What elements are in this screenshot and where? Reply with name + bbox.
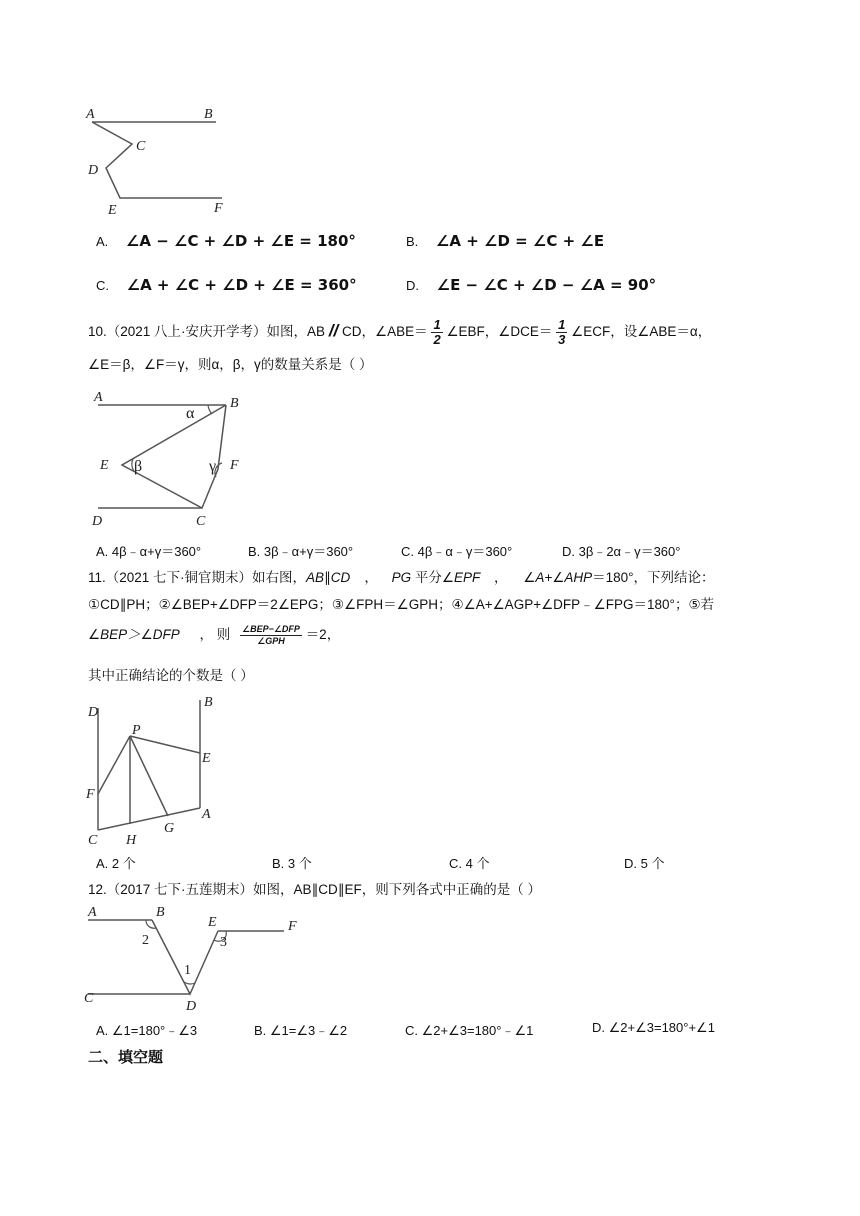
label-D: D [92,514,103,529]
q12-stem: 12.（2017 七下·五莲期末）如图，AB∥CD∥EF，则下列各式中正确的是（ ） [88,882,542,897]
q12-option-a[interactable]: A. ∠1=180°﹣∠3 [96,1023,198,1038]
option-letter: B. [406,234,419,249]
q10-stem-line2: ∠E＝β，∠F＝γ，则α，β，γ的数量关系是（ ） [88,357,373,372]
fraction-bep-dfp-over-gph: $\frac{\text{∠BEP−∠DFP}}{\text{∠GPH}}$ [242,624,300,646]
section-title: 二、填空题 [88,1049,164,1066]
label-G: G [164,821,175,836]
label-angle-1: 1 [184,963,191,978]
q9-option-b[interactable] [406,232,604,250]
label-D: D [186,999,197,1014]
option-letter: D. [406,278,419,293]
q11-stem-line2: ①CD∥PH；②∠BEP+∠DFP＝2∠EPG；③∠FPH＝∠GPH；④∠A+∠AGP+∠DFP﹣∠FPG＝180°；⑤若 [88,597,715,612]
q11-stem-line1: 11.（2021 七下·铜官期末）如右图，AB∥CD ， PG 平分∠EPF ， ∠A+∠AHP＝180°，下列结论： [88,570,715,585]
label-angle-3: 3 [220,935,227,950]
figure-q12 [80,902,340,1014]
q10-option-c[interactable]: C. 4β﹣α﹣γ＝360° [401,544,513,559]
q11-option-d[interactable]: D. 5 个 [624,856,665,871]
label-E: E [100,458,109,473]
label-C: C [88,833,98,848]
figure-q10 [84,385,254,535]
q9-option-a[interactable] [96,232,356,250]
q9-option-c[interactable] [96,276,357,294]
label-gamma: γ [209,458,217,475]
label-B: B [156,905,165,920]
q11-stem-line3: ∠BEP＞∠DFP ， 则 $\frac{\text{∠BEP−∠DFP}}{\text{∠GPH}}$ ＝2， [88,624,341,646]
q10-option-b[interactable]: B. 3β﹣α+γ＝360° [248,544,354,559]
label-B: B [204,695,213,710]
q12-option-d[interactable]: D. ∠2+∠3=180°+∠1 [592,1020,715,1035]
label-F: F [288,919,297,934]
label-angle-2: 2 [142,933,149,948]
q12-option-b[interactable]: B. ∠1=∠3﹣∠2 [254,1023,348,1038]
q12-option-c[interactable]: C. ∠2+∠3=180°﹣∠1 [405,1023,534,1038]
option-text: ∠A + ∠D = ∠C + ∠E [435,232,605,250]
q11-option-c[interactable]: C. 4 个 [449,856,490,871]
label-B: B [204,107,213,122]
label-A: A [88,905,97,920]
label-E: E [108,203,117,218]
label-A: A [94,390,103,405]
label-A: A [202,807,211,822]
label-C: C [84,991,94,1006]
label-D: D [88,705,99,720]
q11-stem-line4: 其中正确结论的个数是（ ） [88,668,254,683]
q9-option-d[interactable] [406,276,656,294]
label-C: C [136,139,146,154]
fraction-third: $\frac{1}{3}$ [558,317,566,347]
label-beta: β [134,458,143,475]
fraction-half: $\frac{1}{2}$ [433,317,441,347]
q11-option-b[interactable]: B. 3 个 [272,856,312,871]
option-text: ∠E − ∠C + ∠D − ∠A = 90° [436,276,657,294]
label-D: D [88,163,99,178]
label-E: E [208,915,217,930]
q11-option-a[interactable]: A. 2 个 [96,856,136,871]
label-P: P [132,723,141,738]
label-F: F [230,458,239,473]
option-text: ∠A + ∠C + ∠D + ∠E = 360° [126,276,357,294]
label-E: E [202,751,211,766]
option-letter: C. [96,278,109,293]
q10-stem-line1: 10.（2021 八上·安庆开学考）如图，AB // CD，∠ABE＝ $\frac{1}{2}$ ∠EBF，∠DCE＝ $\frac{1}{3}$ ∠ECF，设∠ABE＝α， [88,317,712,347]
figure-q9 [80,100,250,220]
option-text: ∠A − ∠C + ∠D + ∠E = 180° [125,232,356,250]
option-letter: A. [96,234,109,249]
figure-q11 [80,690,230,850]
q10-option-d[interactable]: D. 3β﹣2α﹣γ＝360° [562,544,681,559]
q10-option-a[interactable]: A. 4β﹣α+γ＝360° [96,544,202,559]
parallel-symbol: // [328,321,339,341]
label-H: H [126,833,137,848]
label-C: C [196,514,206,529]
label-alpha: α [186,405,195,422]
label-B: B [230,396,239,411]
label-F: F [86,787,95,802]
label-F: F [214,201,223,216]
label-A: A [86,107,95,122]
